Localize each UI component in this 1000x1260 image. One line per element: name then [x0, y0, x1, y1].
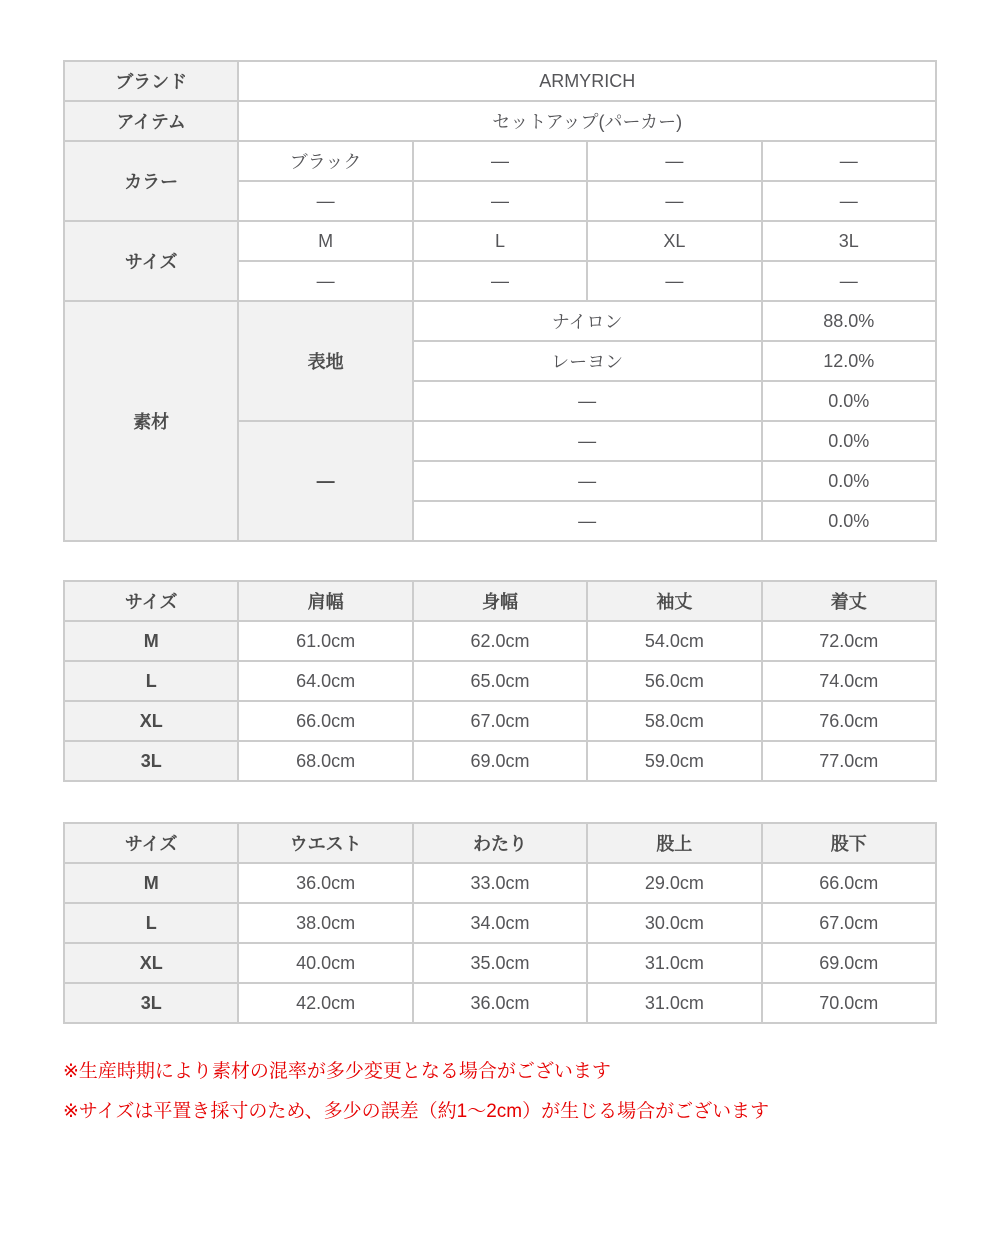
table-row [64, 943, 936, 983]
color-cell: — [587, 181, 761, 221]
table-row [64, 983, 936, 1023]
measurement-cell: 29.0cm [587, 863, 761, 903]
size-cell: XL [587, 221, 761, 261]
measurement-cell: 69.0cm [413, 741, 587, 781]
measurement-cell: 66.0cm [762, 863, 936, 903]
measurement-cell: 66.0cm [238, 701, 412, 741]
item-value: セットアップ(パーカー) [238, 101, 936, 141]
material-group-label: — [238, 421, 412, 541]
table-header-row [64, 823, 936, 863]
measurement-cell: 76.0cm [762, 701, 936, 741]
color-cell: — [762, 141, 936, 181]
material-disclaimer-note: ※生産時期により素材の混率が多少変更となる場合がございます [63, 1061, 611, 1082]
measurement-cell: 67.0cm [762, 903, 936, 943]
material-percent: 88.0% [762, 301, 936, 341]
color-cell: — [413, 181, 587, 221]
column-header: 着丈 [762, 581, 936, 621]
measurement-cell: 31.0cm [587, 983, 761, 1023]
measurement-cell: 77.0cm [762, 741, 936, 781]
measurement-cell: 36.0cm [413, 983, 587, 1023]
measurement-cell: 35.0cm [413, 943, 587, 983]
garment-size-table [63, 580, 937, 782]
material-name: ナイロン [413, 301, 762, 341]
measurement-cell: 68.0cm [238, 741, 412, 781]
size-cell: M [238, 221, 412, 261]
size-disclaimer-note: ※サイズは平置き採寸のため、多少の誤差（約1〜2cm）が生じる場合がございます [63, 1101, 770, 1122]
product-spec-table [63, 60, 937, 542]
material-name: レーヨン [413, 341, 762, 381]
row-size-label: 3L [64, 983, 238, 1023]
table-row [64, 661, 936, 701]
measurement-cell: 64.0cm [238, 661, 412, 701]
column-header: 肩幅 [238, 581, 412, 621]
size-row [64, 221, 936, 261]
table-row [64, 621, 936, 661]
material-name: — [413, 381, 762, 421]
material-percent: 12.0% [762, 341, 936, 381]
measurement-cell: 34.0cm [413, 903, 587, 943]
measurement-cell: 65.0cm [413, 661, 587, 701]
measurement-cell: 70.0cm [762, 983, 936, 1023]
product-spec-page [63, 60, 937, 1132]
measurement-cell: 58.0cm [587, 701, 761, 741]
column-header: 袖丈 [587, 581, 761, 621]
pants-size-table [63, 822, 937, 1024]
color-cell: — [762, 181, 936, 221]
material-name: — [413, 421, 762, 461]
table-row [64, 701, 936, 741]
material-name: — [413, 501, 762, 541]
size-cell: — [762, 261, 936, 301]
column-header: 股上 [587, 823, 761, 863]
table-row [64, 903, 936, 943]
measurement-cell: 40.0cm [238, 943, 412, 983]
measurement-cell: 42.0cm [238, 983, 412, 1023]
material-percent: 0.0% [762, 381, 936, 421]
disclaimer-notes [63, 1052, 937, 1132]
material-name: — [413, 461, 762, 501]
table-row [64, 741, 936, 781]
row-size-label: L [64, 661, 238, 701]
size-label: サイズ [64, 221, 238, 301]
measurement-cell: 30.0cm [587, 903, 761, 943]
measurement-cell: 33.0cm [413, 863, 587, 903]
measurement-cell: 31.0cm [587, 943, 761, 983]
color-cell: — [587, 141, 761, 181]
row-size-label: XL [64, 943, 238, 983]
size-cell: — [587, 261, 761, 301]
measurement-cell: 38.0cm [238, 903, 412, 943]
size-cell: — [413, 261, 587, 301]
column-header: 股下 [762, 823, 936, 863]
measurement-cell: 59.0cm [587, 741, 761, 781]
column-header: 身幅 [413, 581, 587, 621]
column-header: サイズ [64, 581, 238, 621]
column-header: ウエスト [238, 823, 412, 863]
color-cell: — [238, 181, 412, 221]
item-row [64, 101, 936, 141]
measurement-cell: 61.0cm [238, 621, 412, 661]
measurement-cell: 69.0cm [762, 943, 936, 983]
row-size-label: 3L [64, 741, 238, 781]
row-size-label: XL [64, 701, 238, 741]
material-percent: 0.0% [762, 501, 936, 541]
measurement-cell: 74.0cm [762, 661, 936, 701]
row-size-label: M [64, 621, 238, 661]
measurement-cell: 67.0cm [413, 701, 587, 741]
size-cell: 3L [762, 221, 936, 261]
brand-label: ブランド [64, 61, 238, 101]
material-label: 素材 [64, 301, 238, 541]
color-cell: ブラック [238, 141, 412, 181]
material-row [64, 301, 936, 341]
column-header: わたり [413, 823, 587, 863]
measurement-cell: 62.0cm [413, 621, 587, 661]
item-label: アイテム [64, 101, 238, 141]
row-size-label: L [64, 903, 238, 943]
brand-row [64, 61, 936, 101]
material-group-label: 表地 [238, 301, 412, 421]
row-size-label: M [64, 863, 238, 903]
measurement-cell: 56.0cm [587, 661, 761, 701]
material-percent: 0.0% [762, 461, 936, 501]
size-cell: — [238, 261, 412, 301]
color-cell: — [413, 141, 587, 181]
brand-value: ARMYRICH [238, 61, 936, 101]
measurement-cell: 54.0cm [587, 621, 761, 661]
size-cell: L [413, 221, 587, 261]
color-label: カラー [64, 141, 238, 221]
material-percent: 0.0% [762, 421, 936, 461]
color-row [64, 141, 936, 181]
column-header: サイズ [64, 823, 238, 863]
table-row [64, 863, 936, 903]
table-header-row [64, 581, 936, 621]
measurement-cell: 72.0cm [762, 621, 936, 661]
measurement-cell: 36.0cm [238, 863, 412, 903]
